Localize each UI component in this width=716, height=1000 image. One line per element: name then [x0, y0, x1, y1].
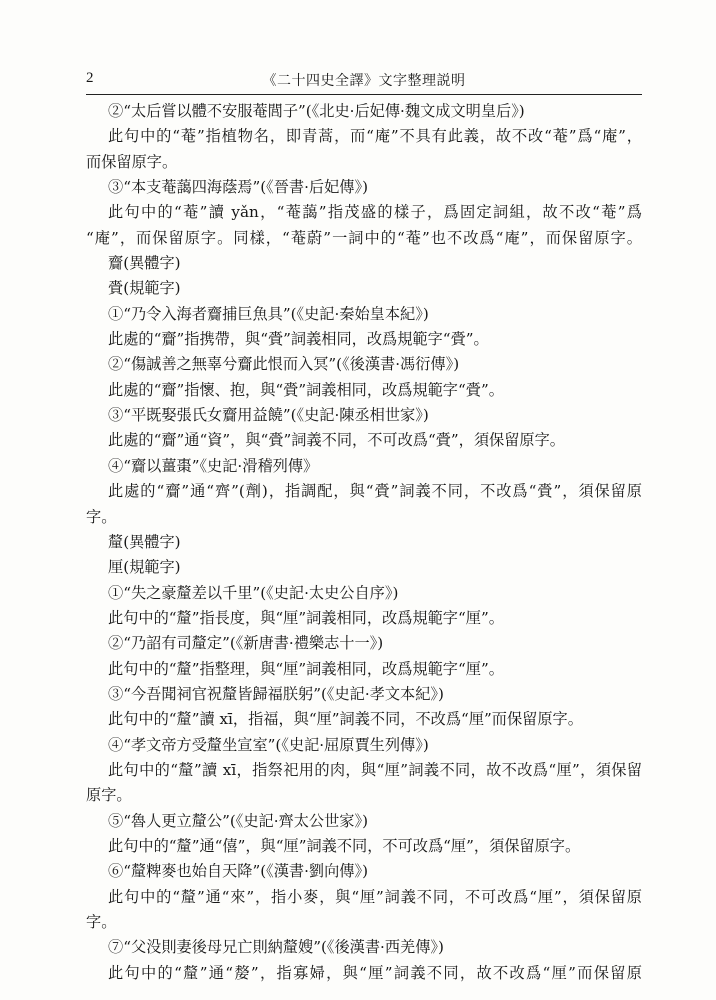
explanation-line: 而保留原字。: [86, 152, 178, 171]
explanation-line: 字。: [86, 507, 117, 526]
example-quote: ②“乃詔有司釐定”(《新唐書·禮樂志十一》): [108, 634, 384, 653]
explanation-line: 此處的“齎”通“齊”(劑)，指調配，與“賫”詞義不同，不改爲“賫”，須保留原: [108, 482, 642, 501]
example-quote: ③“本支菴藹四海蔭焉”(《晉書·后妃傳》): [108, 178, 369, 197]
explanation-line: 此句中的“菴”讀 yǎn，“菴藹”指茂盛的樣子，爲固定詞組，故不改“菴”爲: [108, 203, 642, 222]
example-quote: ⑥“釐粺麥也始自天降”(《漢書·劉向傳》): [108, 862, 369, 881]
explanation-line: 此句中的“釐”指整理，與“厘”詞義相同，改爲規範字“厘”。: [108, 659, 504, 678]
example-quote: ②“太后嘗以體不安服菴閭子”(《北史·后妃傳·魏文成文明皇后》): [108, 102, 525, 120]
explanation-line: 此句中的“釐”通“來”，指小麥，與“厘”詞義不同，不可改爲“厘”，須保留原: [108, 887, 642, 906]
explanation-line: 此句中的“釐”通“嫠”，指寡婦，與“厘”詞義不同，故不改爲“厘”而保留原: [108, 963, 642, 982]
explanation-line: 此句中的“釐”通“僖”，與“厘”詞義不同，不可改爲“厘”，須保留原字。: [108, 836, 581, 855]
example-quote: ④“齎以薑棗”《史記·滑稽列傳》: [108, 456, 319, 475]
body-text: [86, 99, 642, 986]
explanation-line: 原字。: [86, 786, 132, 805]
page-number: 2: [86, 70, 94, 86]
example-quote: ①“失之豪釐差以千里”(《史記·太史公自序》): [108, 583, 399, 602]
example-quote: ②“傷誠善之無辜兮齎此恨而入冥”(《後漢書·馮衍傳》): [108, 355, 460, 374]
example-quote: ⑦“父没則妻後母兄亡則納釐嫂”(《後漢書·西羌傳》): [108, 938, 444, 957]
page-header: [86, 70, 642, 92]
header-rule: [86, 94, 642, 95]
example-quote: ③“平既娶張氏女齎用益饒”(《史記·陳丞相世家》): [108, 406, 429, 425]
example-quote: ④“孝文帝方受釐坐宣室”(《史記·屈原賈生列傳》): [108, 735, 429, 754]
standard-heading: 厘(規範字): [108, 558, 181, 577]
example-quote: ①“乃令入海者齎捕巨魚具”(《史記·秦始皇本紀》): [108, 304, 429, 323]
explanation-line: 此處的“齎”指携帶，與“賫”詞義相同，改爲規範字“賫”。: [108, 330, 489, 349]
explanation-line: 此句中的“釐”讀 xī，指祭祀用的肉，與“厘”詞義不同，故不改爲“厘”，須保留: [108, 760, 642, 779]
example-quote: ③“今吾聞祠官祝釐皆歸福朕躬”(《史記·孝文本紀》): [108, 684, 444, 703]
explanation-line: 此句中的“釐”讀 xī，指福，與“厘”詞義不同，不改爲“厘”而保留原字。: [108, 710, 583, 729]
explanation-line: 此處的“齎”指懷、抱，與“賫”詞義相同，改爲規範字“賫”。: [108, 380, 504, 399]
standard-heading: 賫(規範字): [108, 279, 181, 298]
explanation-line: 字。: [86, 913, 117, 931]
running-title: 《二十四史全譯》文字整理説明: [262, 73, 466, 89]
explanation-line: 此處的“齎”通“資”，與“賫”詞義不同，不可改爲“賫”，須保留原字。: [108, 431, 565, 450]
explanation-line: “庵”，而保留原字。同樣，“菴蔚”一詞中的“菴”也不改爲“庵”，而保留原字。: [86, 228, 642, 247]
example-quote: ⑤“魯人更立釐公”(《史記·齊太公世家》): [108, 811, 369, 830]
variant-heading: 釐(異體字): [108, 532, 181, 551]
explanation-line: 此句中的“菴”指植物名，即青蒿，而“庵”不具有此義，故不改“菴”爲“庵”，: [108, 127, 642, 146]
explanation-line: 此句中的“釐”指長度，與“厘”詞義相同，改爲規範字“厘”。: [108, 608, 504, 627]
variant-heading: 齎(異體字): [108, 254, 181, 273]
